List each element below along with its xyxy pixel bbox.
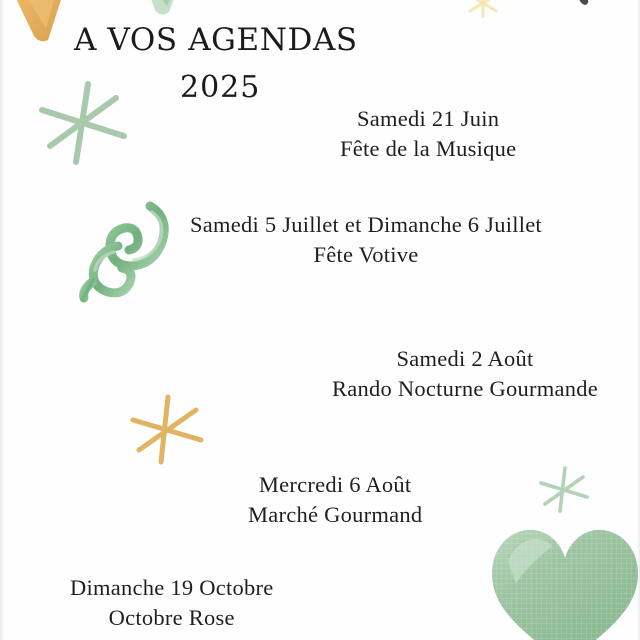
event-date: Samedi 5 Juillet et Dimanche 6 Juillet [190,212,542,237]
event-date: Samedi 21 Juin [357,106,500,131]
event-entry [70,573,273,633]
event-name: Fête Votive [313,241,419,267]
event-name: Fête de la Musique [340,135,517,161]
gold-sparkle-icon [128,394,206,466]
event-name: Marché Gourmand [248,501,423,527]
ink-mark-icon [575,0,593,9]
event-date: Samedi 2 Août [396,346,534,371]
event-name: Rando Nocturne Gourmande [332,375,598,401]
event-name: Octobre Rose [108,604,235,630]
event-entry [248,470,422,530]
yellow-sparkle-icon [466,0,500,18]
green-sparkle-icon [538,466,590,514]
poster-year: 2025 [180,70,261,105]
green-watercolor-heart-icon [486,518,640,640]
event-entry [340,104,516,164]
event-date: Mercredi 6 Août [258,472,412,497]
event-date: Dimanche 19 Octobre [70,575,274,600]
scan-edge-right [636,0,640,640]
scan-edge-left [0,0,5,640]
event-entry [332,344,598,404]
event-entry [190,210,542,270]
green-confetti-fleck-icon [143,0,183,22]
green-streamer-spiral-icon [66,196,190,308]
green-sparkle-icon [36,80,130,166]
page-title: A VOS AGENDAS [74,22,358,58]
